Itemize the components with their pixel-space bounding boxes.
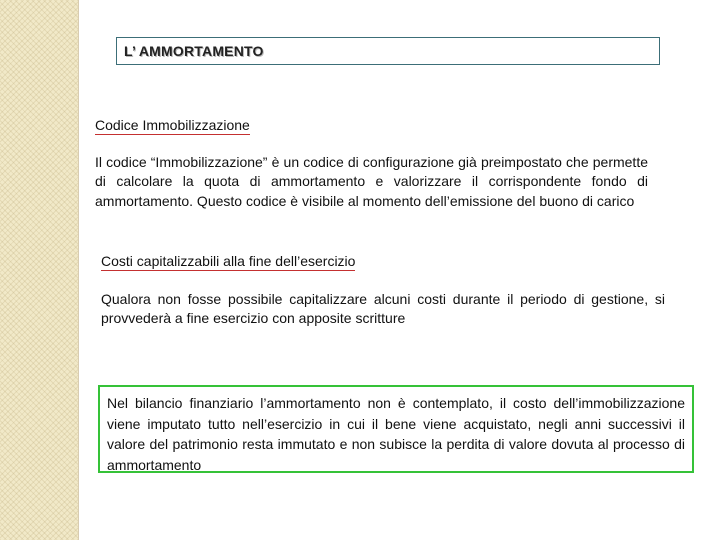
title-box [116, 37, 660, 65]
slide-title: L’ AMMORTAMENTO [124, 43, 264, 59]
section-heading-codice-immobilizzazione: Codice Immobilizzazione [95, 117, 250, 133]
section-text-codice-immobilizzazione: Il codice “Immobilizzazione” è un codice di configurazione già preimpostato che permette di calcolare la quota di ammortamento e valorizzare il corrispondente fondo di ammortamento. Questo codice è visibile al momento dell’emissione del buono di carico [95, 154, 648, 209]
note-box [98, 385, 694, 473]
note-text: Nel bilancio finanziario l’ammortamento non è contemplato, il costo dell’immobilizzazione viene imputato tutto nell’esercizio in cui il bene viene acquistato, negli anni successivi il valore del patrimonio resta immutato e non subisce la perdita di valore dovuta al processo di ammortamento [107, 395, 685, 473]
decorative-sidebar [0, 0, 79, 540]
section-text-costi-capitalizzabili: Qualora non fosse possibile capitalizzare alcuni costi durante il periodo di gestione, si provvederà a fine esercizio con apposite scritture [101, 291, 665, 327]
section-heading-costi-capitalizzabili: Costi capitalizzabili alla fine dell’esercizio [101, 253, 356, 269]
